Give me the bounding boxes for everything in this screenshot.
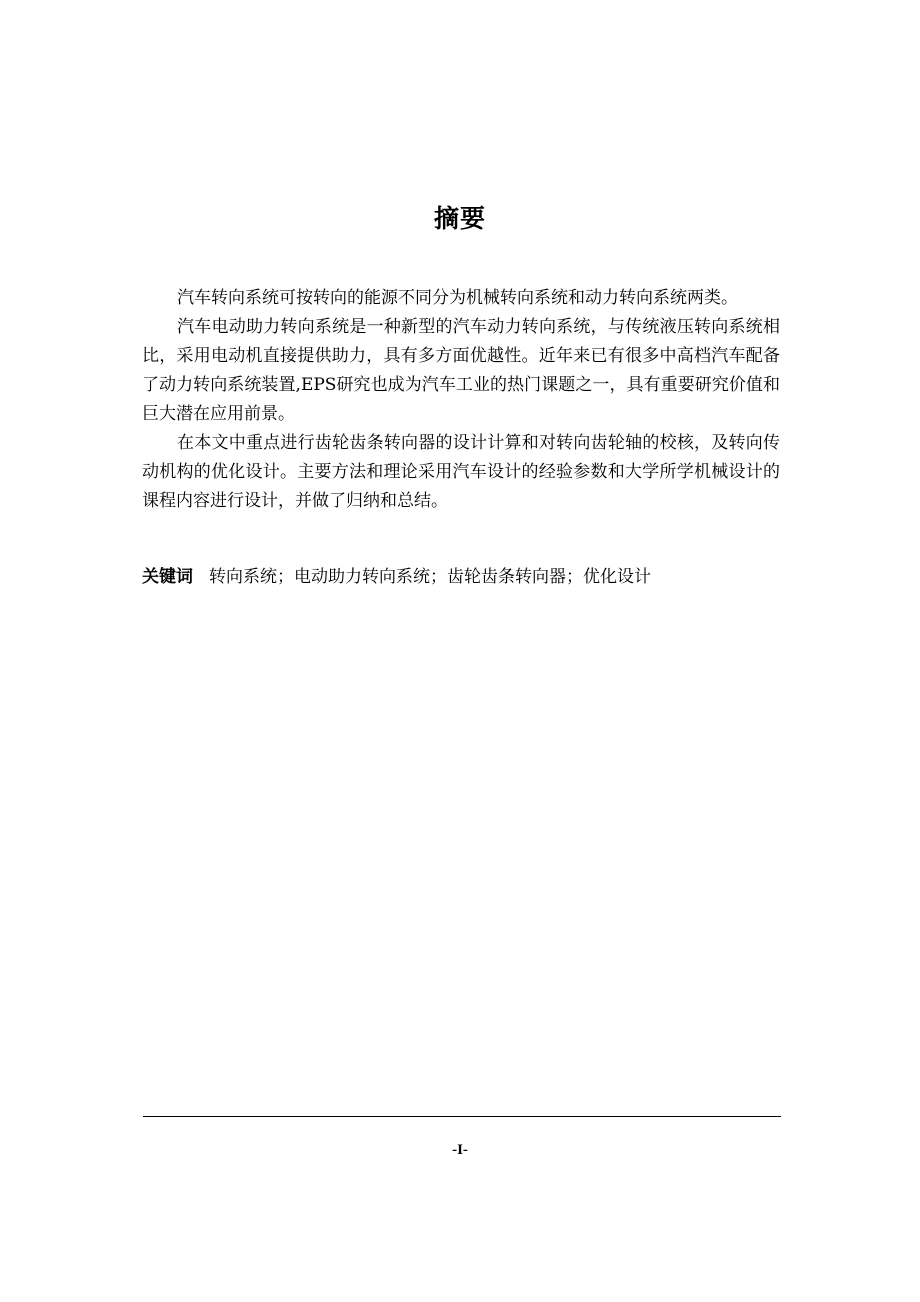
abstract-paragraph-3: 在本文中重点进行齿轮齿条转向器的设计计算和对转向齿轮轴的校核，及转向传动机构的优化设计。主要方法和理论采用汽车设计的经验参数和大学所学机械设计的课程内容进行设计，并做了归纳和总结。 — [142, 433, 780, 511]
abstract-body — [142, 284, 780, 516]
abstract-paragraph-1: 汽车转向系统可按转向的能源不同分为机械转向系统和动力转向系统两类。 — [177, 288, 738, 308]
page-number: -I- — [452, 1142, 468, 1158]
abstract-paragraph-2: 汽车电动助力转向系统是一种新型的汽车动力转向系统，与传统液压转向系统相比，采用电动机直接提供助力，具有多方面优越性。近年来已有很多中高档汽车配备了动力转向系统装置,EPS研究也成为汽车工业的热门课题之一，具有重要研究价值和巨大潜在应用前景。 — [142, 317, 780, 424]
keywords-text: 转向系统；电动助力转向系统；齿轮齿条转向器；优化设计 — [209, 567, 651, 587]
keywords-label: 关键词 — [142, 567, 193, 587]
page-title: 摘要 — [433, 204, 486, 233]
footer-divider — [143, 1116, 781, 1117]
keywords-line — [142, 563, 780, 592]
